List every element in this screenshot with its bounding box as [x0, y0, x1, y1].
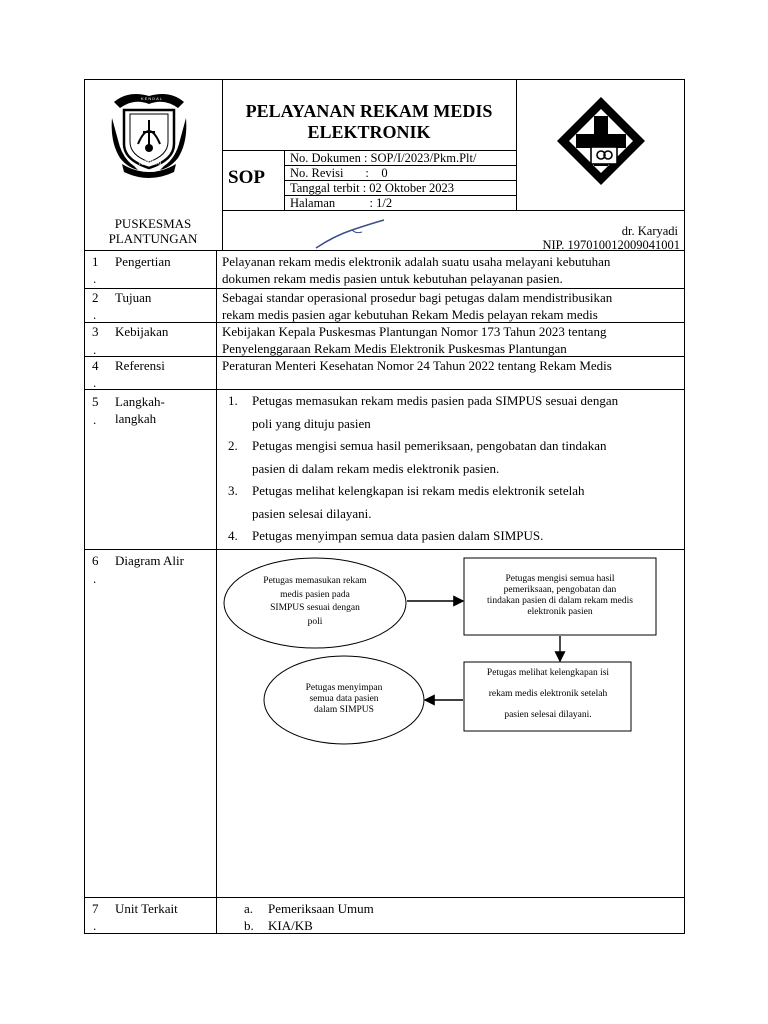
- table-border-top: [84, 79, 685, 80]
- related-unit-text: KIA/KB: [268, 918, 313, 933]
- flow-node-4-line: semua data pasien: [309, 694, 379, 704]
- row-2-text: [222, 289, 682, 323]
- flow-node-3-text: [466, 663, 630, 726]
- document-title-line-1: PELAYANAN REKAM MEDIS: [245, 101, 493, 121]
- row-2-text-line-2: rekam medis pasien agar kebutuhan Rekam Medis pelayan rekam medis: [222, 307, 598, 322]
- row-3-number: 3: [92, 324, 99, 339]
- row-6-dot: .: [93, 571, 97, 586]
- step-number: 3.: [228, 483, 238, 498]
- step-text-line: Petugas melihat kelengkapan isi rekam medis elektronik setelah: [252, 483, 585, 498]
- signer-name: dr. Karyadi: [621, 224, 678, 238]
- table-border-right: [684, 79, 685, 934]
- flow-node-2-line: pemeriksaan, pengobatan dan: [503, 585, 617, 595]
- flow-node-3-line: Petugas melihat kelengkapan isi: [486, 668, 610, 678]
- row-2-dot: .: [93, 307, 97, 322]
- doc-revision: No. Revisi : 0: [290, 166, 388, 180]
- row-7-number: 7: [92, 901, 99, 916]
- row-6-label: Diagram Alir: [115, 553, 184, 568]
- related-unit-item: [244, 917, 374, 934]
- doc-number: No. Dokumen : SOP/I/2023/Pkm.Plt/: [290, 151, 477, 165]
- row-2-text-line-1: Sebagai standar operasional prosedur bagi petugas dalam mendistribusikan: [222, 290, 613, 305]
- row-3-text: [222, 323, 682, 357]
- row-4-dot: .: [93, 375, 97, 390]
- flow-node-1-line: Petugas memasukan rekam: [263, 576, 367, 586]
- step-number: 2.: [228, 438, 238, 453]
- row-1-label: Pengertian: [115, 254, 171, 269]
- row-1-text-line-2: dokumen rekam medis pasien untuk kebutuhan pelayanan pasien.: [222, 271, 563, 286]
- document-title: [222, 101, 516, 143]
- row-1-dot: .: [93, 271, 97, 286]
- step-item: [228, 480, 680, 525]
- signer-nip: NIP. 197010012009041001: [542, 238, 680, 252]
- row-5-label: [115, 393, 165, 427]
- logo-year-text: 1605: [146, 168, 156, 173]
- row-2-label: Tujuan: [115, 290, 152, 305]
- row-line-6: [84, 897, 685, 898]
- puskesmas-logo: [555, 95, 647, 187]
- flow-node-2-line: Petugas mengisi semua hasil: [505, 574, 615, 584]
- related-units-list: [244, 900, 374, 934]
- signature-scribble: [312, 218, 392, 252]
- row-5-label-line-1: Langkah-: [115, 394, 165, 409]
- step-item: [228, 525, 680, 548]
- row-6-number: 6: [92, 553, 99, 568]
- step-text-line: Petugas memasukan rekam medis pasien pada SIMPUS sesuai dengan: [252, 393, 619, 408]
- flow-node-1-text: [240, 575, 390, 629]
- flow-node-3-line: rekam medis elektronik setelah: [488, 689, 608, 699]
- header-divider-right: [516, 79, 517, 210]
- related-unit-text: Pemeriksaan Umum: [268, 901, 374, 916]
- related-unit-marker: b.: [244, 918, 254, 933]
- flow-node-2-line: elektronik pasien: [527, 607, 593, 617]
- flow-node-2-line: tindakan pasien di dalam rekam medis: [487, 596, 633, 606]
- row-5-number: 5: [92, 394, 99, 409]
- row-4-number: 4: [92, 358, 99, 373]
- row-7-dot: .: [93, 918, 97, 933]
- related-unit-marker: a.: [244, 901, 254, 916]
- flow-node-4-line: Petugas menyimpan: [305, 683, 383, 693]
- flow-node-2-text: [466, 574, 654, 618]
- row-7-label: Unit Terkait: [115, 901, 178, 916]
- related-unit-item: [244, 900, 374, 917]
- organization-name: [86, 216, 220, 246]
- flow-node-3-line: pasien selesai dilayani.: [504, 710, 592, 720]
- row-3-text-line-2: Penyelenggaraan Rekam Medis Elektronik Puskesmas Plantungan: [222, 341, 567, 356]
- organization-name-line-1: PUSKESMAS: [114, 216, 192, 231]
- flow-node-1-line: medis pasien pada: [280, 589, 350, 600]
- doc-issue-date: Tanggal terbit : 02 Oktober 2023: [290, 181, 455, 195]
- step-number: 1.: [228, 393, 238, 408]
- row-1-text: [222, 253, 682, 287]
- step-item: [228, 390, 680, 435]
- step-text-line: Petugas menyimpan semua data pasien dalam SIMPUS.: [252, 528, 544, 543]
- row-3-dot: .: [93, 342, 97, 357]
- row-3-text-line-1: Kebijakan Kepala Puskesmas Plantungan Nomor 173 Tahun 2023 tentang: [222, 324, 607, 339]
- row-5-label-line-2: langkah: [115, 411, 157, 426]
- flow-node-4-line: dalam SIMPUS: [314, 705, 374, 715]
- step-item: [228, 435, 680, 480]
- step-text-line: poli yang dituju pasien: [252, 415, 371, 431]
- organization-name-line-2: PLANTUNGAN: [108, 231, 198, 246]
- row-2-number: 2: [92, 290, 99, 305]
- row-5-dot: .: [93, 412, 97, 427]
- step-number: 4.: [228, 528, 238, 543]
- doc-page: Halaman : 1/2: [290, 196, 393, 210]
- header-bottom-line: [222, 210, 685, 211]
- table-border-left: [84, 79, 85, 934]
- step-text-line: pasien selesai dilayani.: [252, 505, 372, 521]
- procedure-steps: [228, 390, 680, 548]
- table-border-bottom: [84, 933, 685, 934]
- flow-node-4-text: [274, 683, 414, 716]
- sop-label: SOP: [228, 167, 265, 188]
- row-4-text: Peraturan Menteri Kesehatan Nomor 24 Tahun 2022 tentang Rekam Medis: [222, 358, 612, 373]
- row-4-label: Referensi: [115, 358, 165, 373]
- row-3-label: Kebijakan: [115, 324, 169, 339]
- flow-node-1-line: SIMPUS sesuai dengan: [270, 603, 360, 613]
- flow-node-1-line: poli: [307, 616, 323, 627]
- document-title-line-2: ELEKTRONIK: [307, 122, 431, 142]
- step-text-line: Petugas mengisi semua hasil pemeriksaan, pengobatan dan tindakan: [252, 438, 607, 453]
- row-1-text-line-1: Pelayanan rekam medis elektronik adalah suatu usaha melayani kebutuhan: [222, 254, 611, 269]
- logo-kendal-text: KENDAL: [138, 161, 163, 167]
- row-1-number: 1: [92, 254, 99, 269]
- logo-ribbon-text: KENDAL: [141, 96, 164, 101]
- step-text-line: pasien di dalam rekam medis elektronik pasien.: [252, 460, 500, 476]
